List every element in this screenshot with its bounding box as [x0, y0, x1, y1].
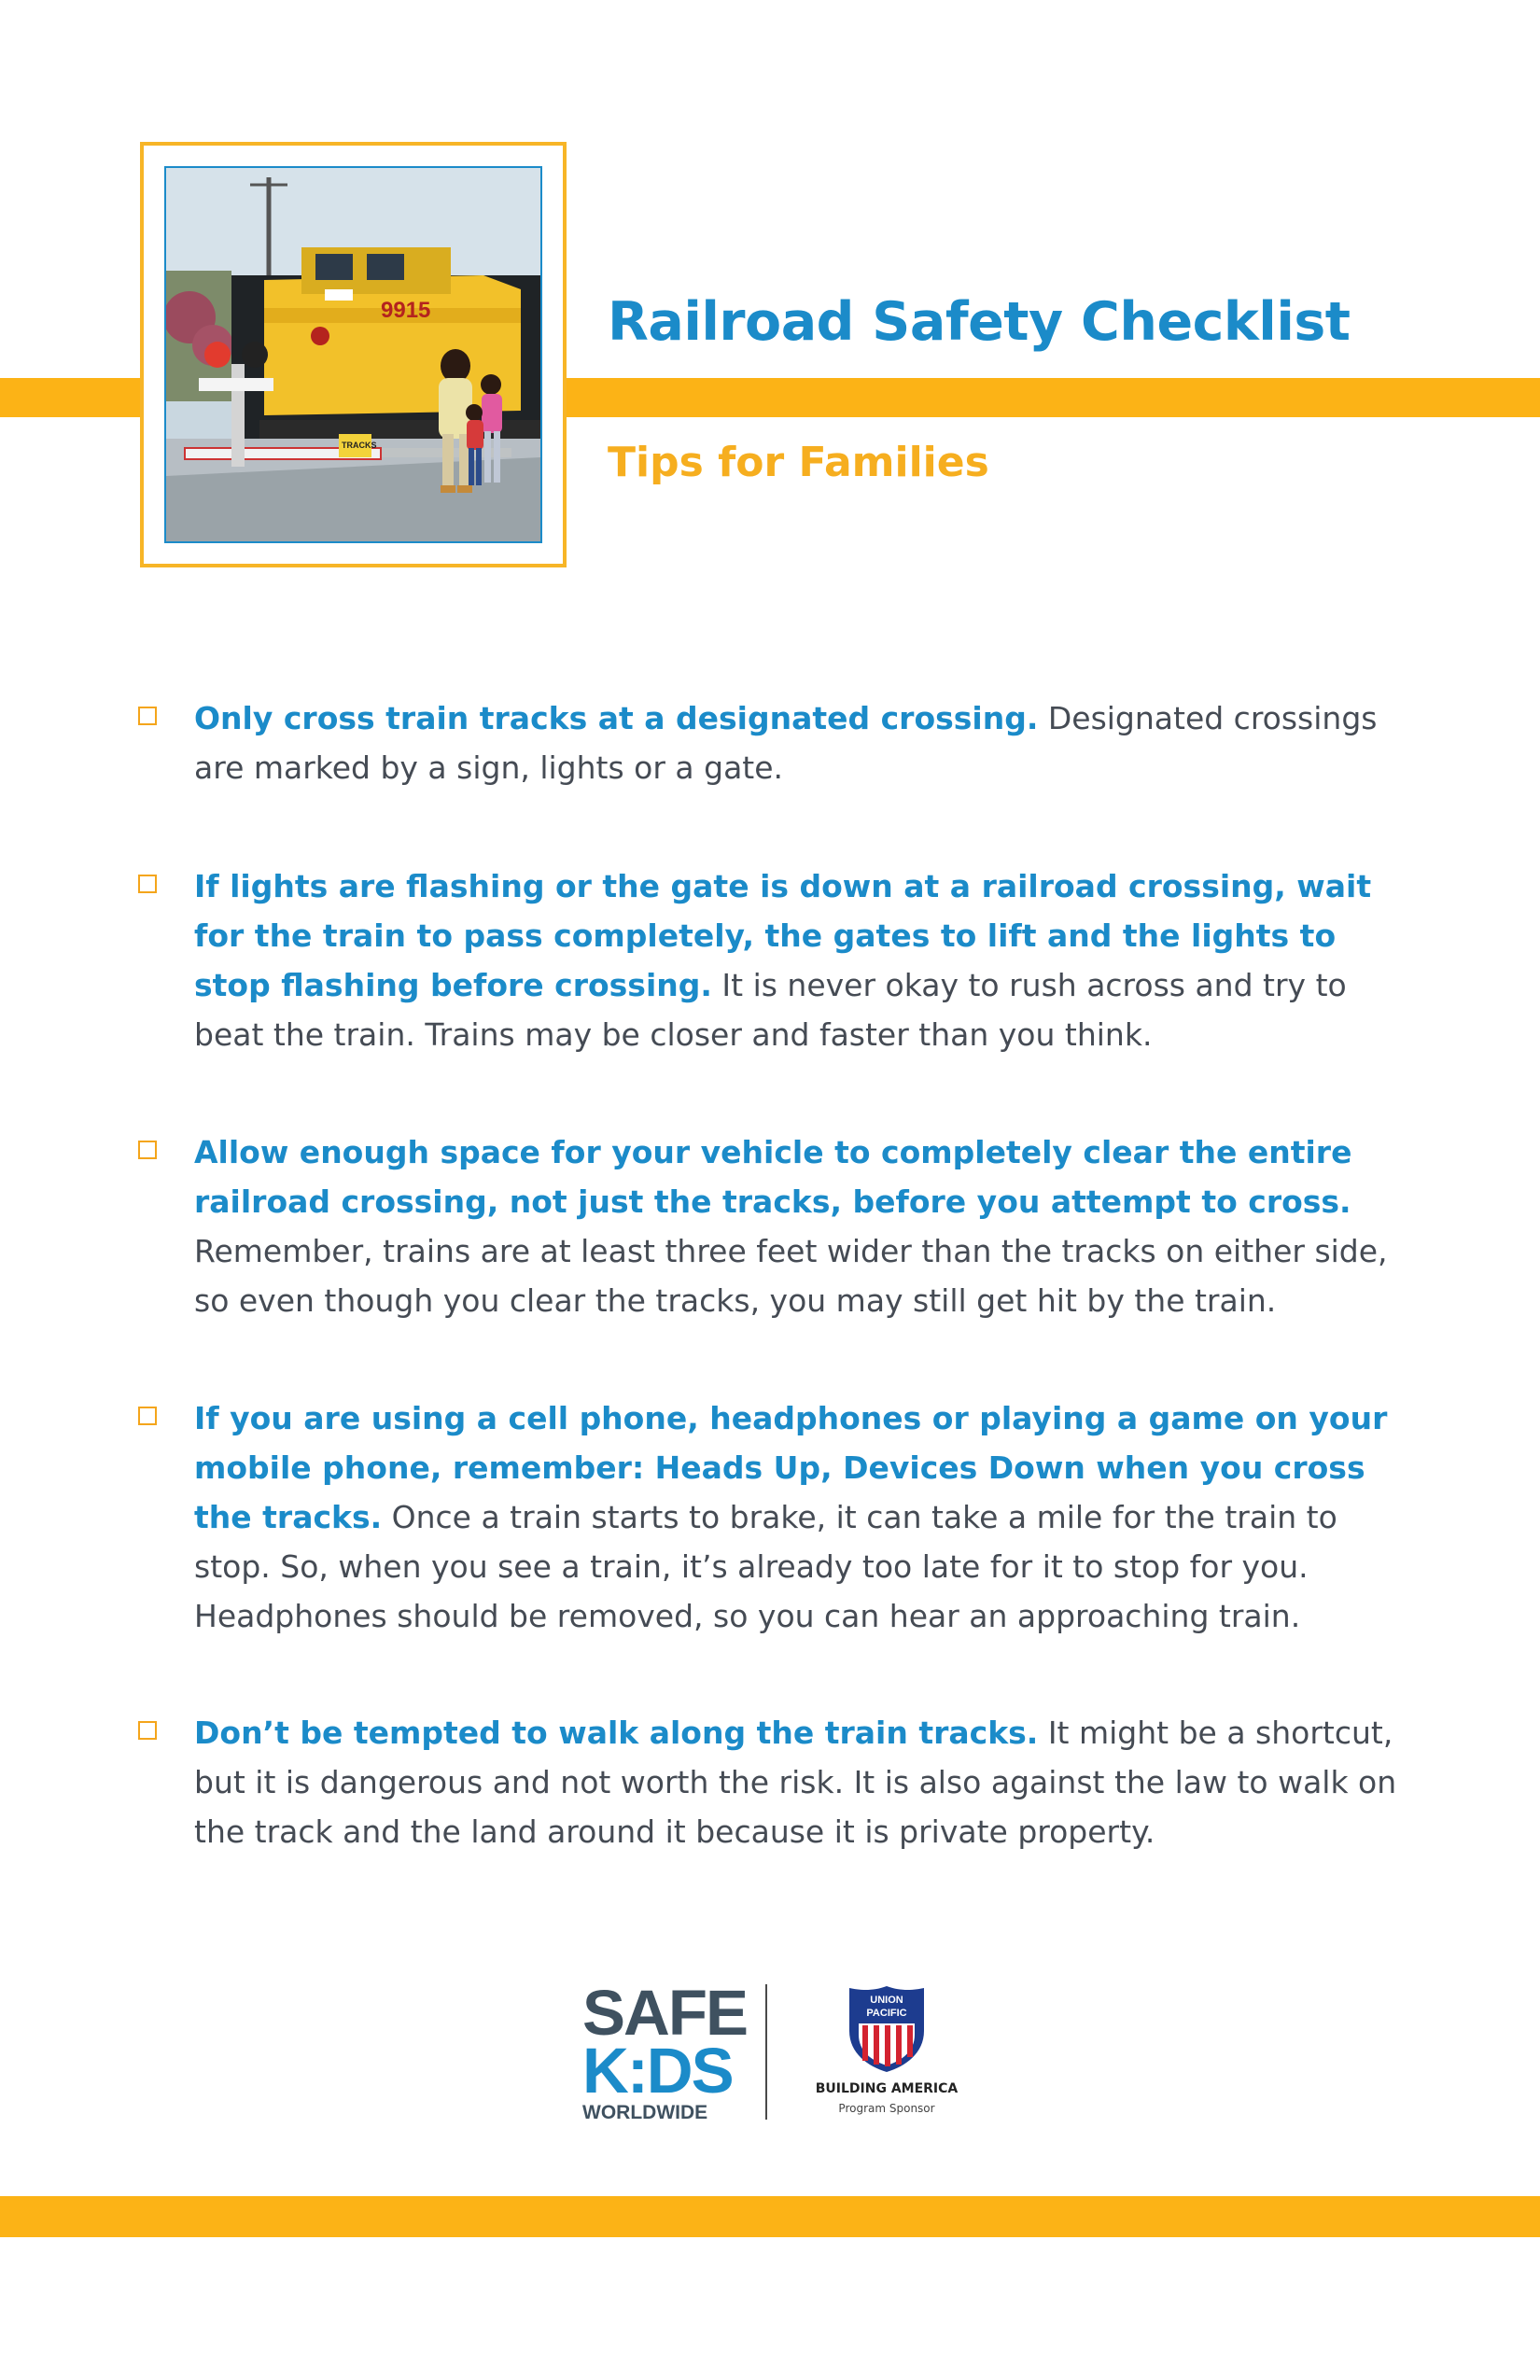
page-subtitle: Tips for Families — [608, 439, 989, 486]
checkbox-icon[interactable] — [138, 707, 157, 725]
checklist-item-text — [194, 1127, 1407, 1325]
train-crossing-illustration — [166, 168, 540, 541]
program-sponsor-label: Program Sponsor — [838, 2102, 935, 2115]
checklist-item-body: Once a train starts to brake, it can take a mile for the train to stop. So, when you see a train, it’s already too late for it to stop for you. Headphones should be removed, so you can hear an approaching train. — [194, 1499, 1337, 1634]
checklist-item-text — [194, 1708, 1407, 1856]
checklist-item-body: Remember, trains are at least three feet wider than the tracks on either side, so even though you clear the tracks, you may still get hit by the train. — [194, 1233, 1388, 1319]
checklist-item-text — [194, 1393, 1407, 1641]
checklist-item-text — [194, 693, 1407, 792]
sponsor-logos — [579, 1977, 971, 2124]
checkbox-icon[interactable] — [138, 1721, 157, 1740]
union-pacific-logo — [803, 1984, 971, 2115]
photo-frame — [140, 142, 567, 567]
train-crossing-photo — [164, 166, 542, 543]
checklist-item-lead: Don’t be tempted to walk along the train tracks. — [194, 1715, 1039, 1751]
checkbox-icon[interactable] — [138, 1407, 157, 1425]
safe-kids-worldwide-logo — [582, 1977, 748, 2124]
shield-text-pacific: PACIFIC — [866, 2008, 907, 2019]
union-pacific-tagline: BUILDING AMERICA — [815, 2081, 959, 2096]
checklist-item-lead: Allow enough space for your vehicle to completely clear the entire railroad crossing, not just the tracks, before you attempt to cross. — [194, 1134, 1352, 1220]
safe-kids-line-safe: SAFE — [582, 1977, 748, 2049]
checklist-item-body: Designated crossings are marked by a sign, lights or a gate. — [194, 700, 1378, 786]
union-pacific-shield-icon — [847, 1984, 926, 2074]
bottom-yellow-band — [0, 2196, 1540, 2237]
checklist-item-lead: If lights are flashing or the gate is down at a railroad crossing, wait for the train to pass completely, the gates to lift and the lights to stop flashing before crossing. — [194, 868, 1372, 1003]
checklist-item-lead: Only cross train tracks at a designated crossing. — [194, 700, 1039, 736]
checklist-item-lead: If you are using a cell phone, headphones or playing a game on your mobile phone, remember: Heads Up, Devices Down when you cross the tracks. — [194, 1400, 1388, 1535]
tracks-sign-text: TRACKS — [342, 441, 377, 450]
safe-kids-line-worldwide: WORLDWIDE — [582, 2102, 708, 2123]
shield-text-union: UNION — [870, 1995, 903, 2006]
locomotive-number: 9915 — [381, 298, 431, 323]
checkbox-icon[interactable] — [138, 875, 157, 893]
page-title: Railroad Safety Checklist — [608, 291, 1351, 353]
checkbox-icon[interactable] — [138, 1141, 157, 1159]
safe-kids-line-kids: K:DS — [582, 2035, 733, 2107]
checklist-item-body: It might be a shortcut, but it is dangerous and not worth the risk. It is also against the law to walk on the track and the land around it because it is private property. — [194, 1715, 1397, 1850]
checklist-item-text — [194, 861, 1407, 1059]
logo-divider — [765, 1984, 767, 2120]
checklist-item-body: It is never okay to rush across and try to beat the train. Trains may be closer and faster than you think. — [194, 967, 1347, 1053]
